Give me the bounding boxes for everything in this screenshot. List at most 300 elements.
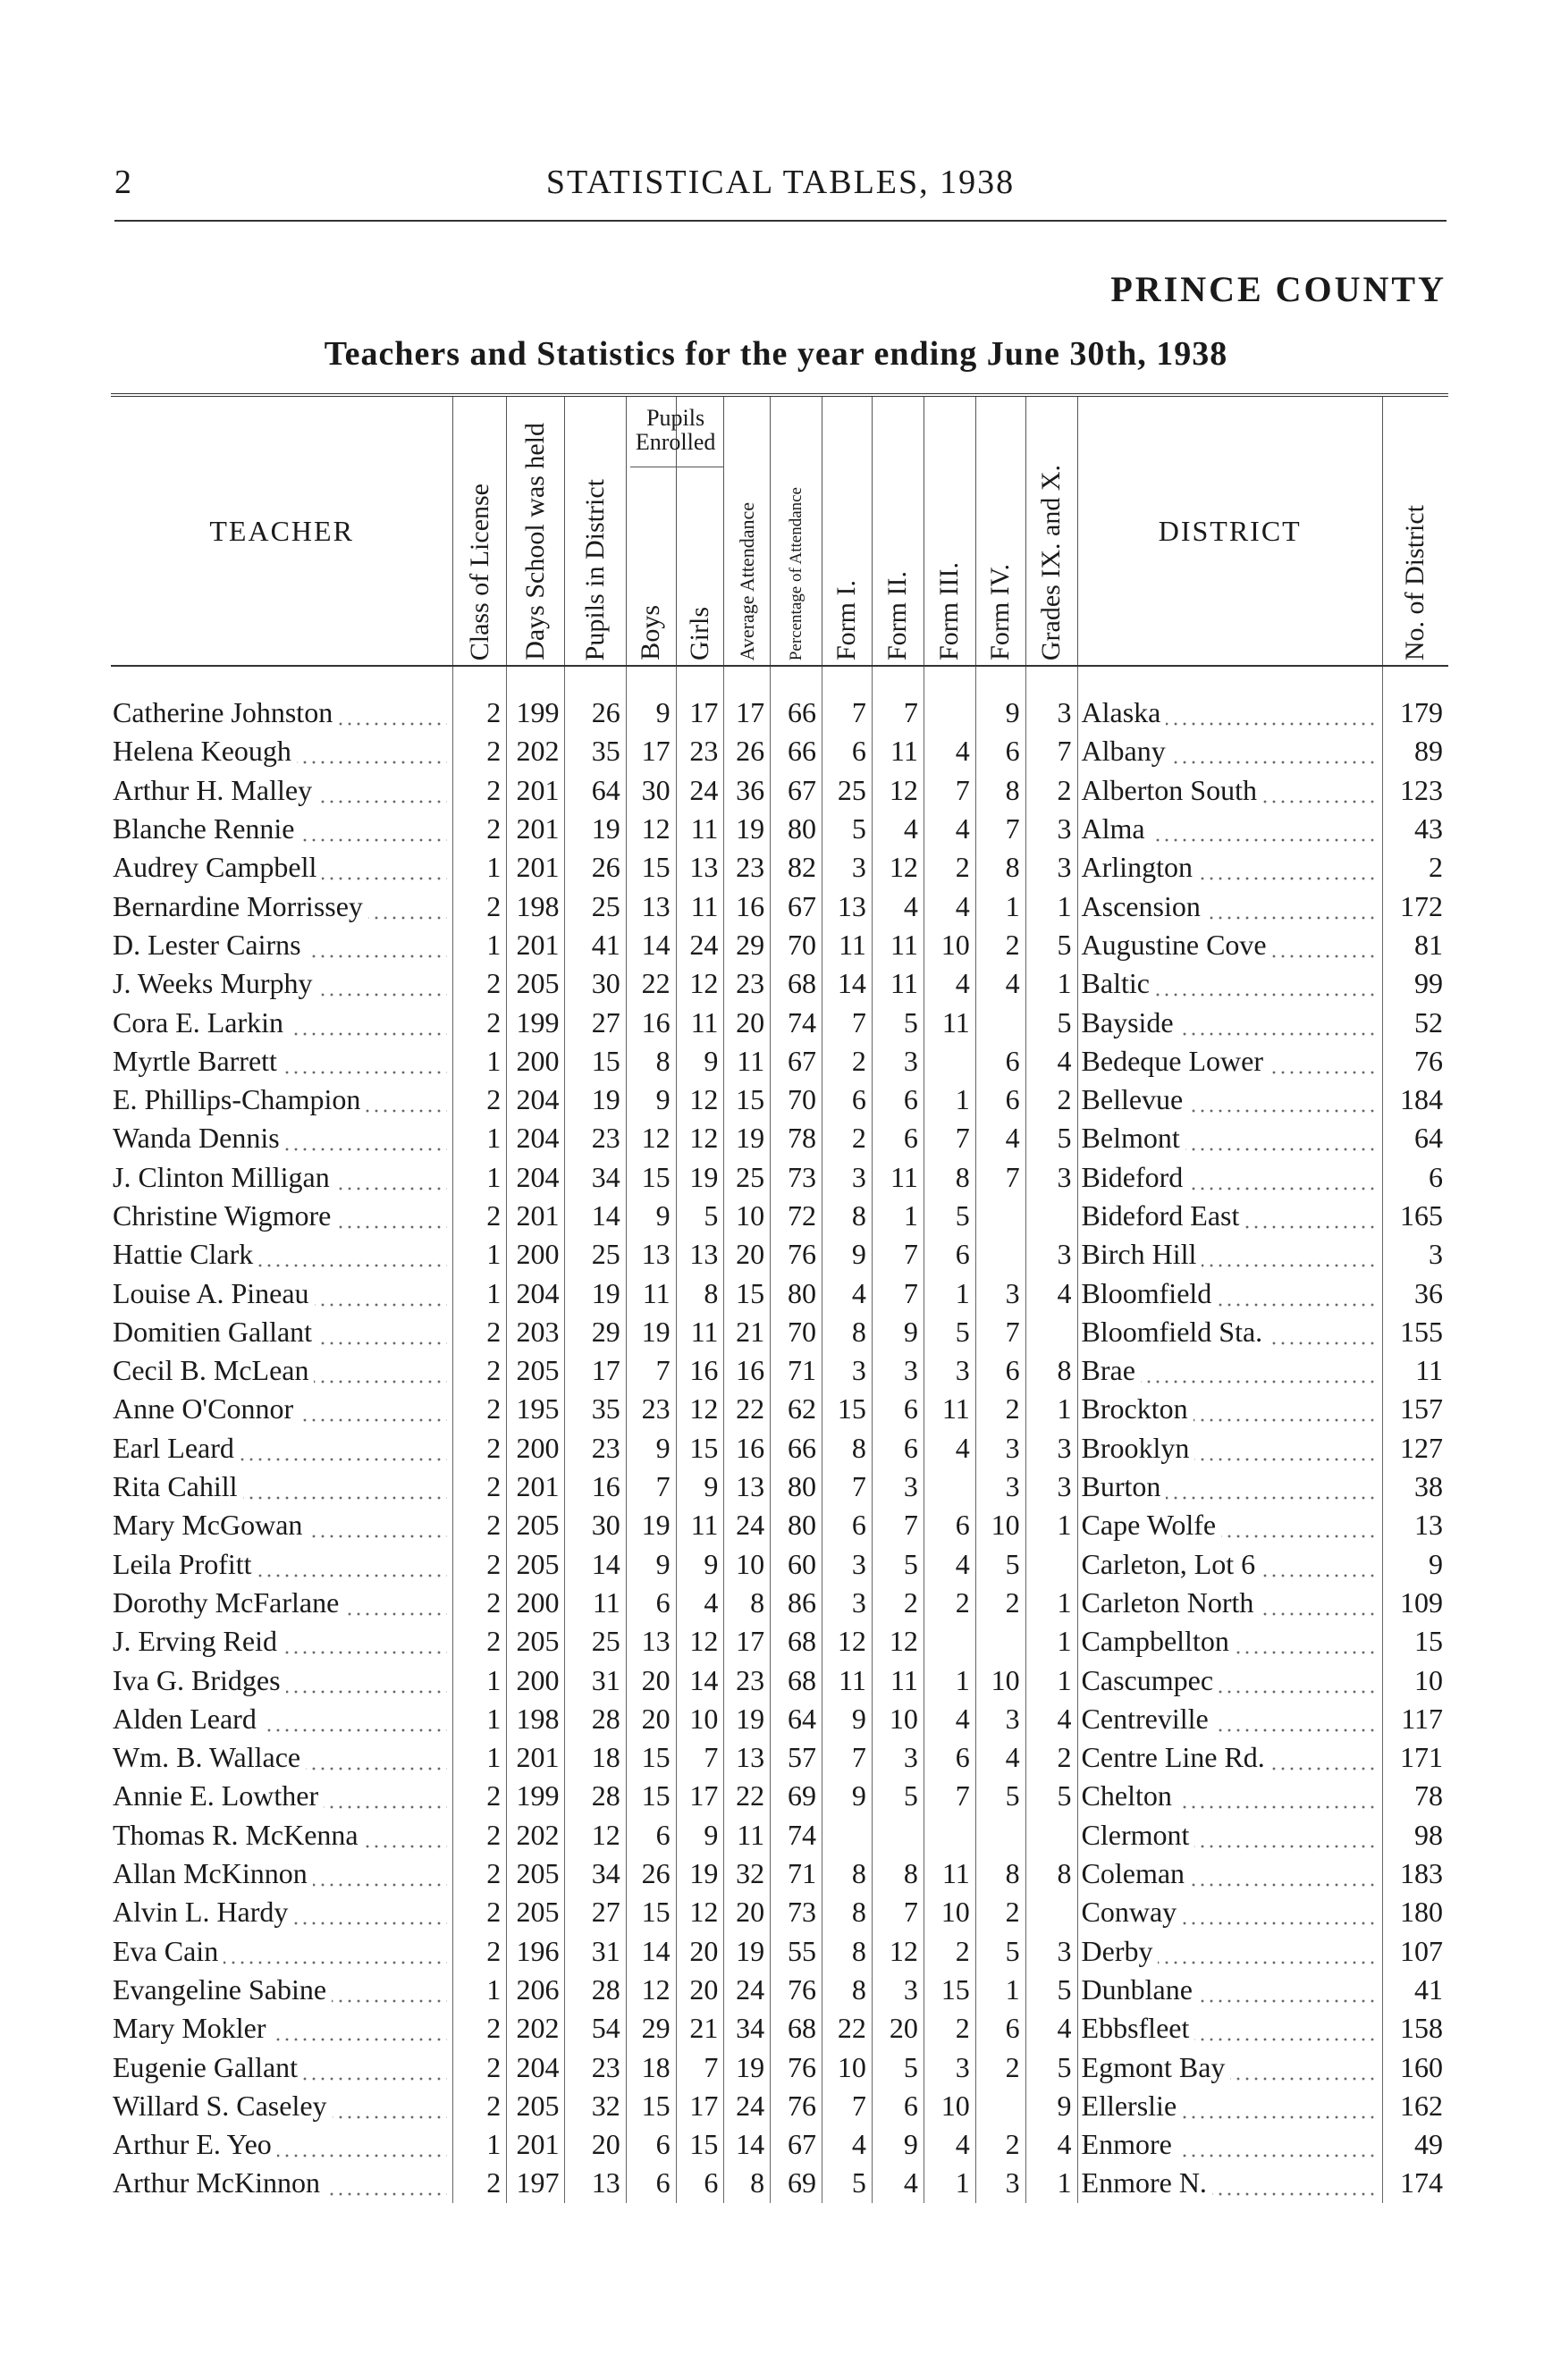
- cell-average-attendance: 19: [724, 1119, 771, 1157]
- cell-no-of-district: 15: [1382, 1622, 1448, 1661]
- cell-class-of-license: 1: [453, 1042, 507, 1081]
- district-name: Burton: [1082, 1470, 1167, 1502]
- cell-average-attendance: 26: [724, 732, 771, 770]
- cell-teacher: [111, 771, 453, 810]
- cell-district: [1077, 1661, 1382, 1699]
- district-name: Birch Hill: [1082, 1238, 1202, 1270]
- table-row: [111, 1119, 1448, 1157]
- cell-boys: 6: [626, 2164, 676, 2202]
- cell-days-school-held: 201: [507, 2125, 565, 2164]
- col-header-class-of-license-label: Class of License: [464, 483, 494, 660]
- cell-boys: 23: [626, 1390, 676, 1428]
- district-leader-dots: [1082, 1004, 1377, 1042]
- district-leader-dots: [1082, 1235, 1377, 1274]
- cell-days-school-held: 201: [507, 810, 565, 848]
- cell-boys: 26: [626, 1854, 676, 1893]
- cell-percentage-attendance: 66: [771, 732, 822, 770]
- cell-form-1: 13: [822, 887, 873, 925]
- district-name: Brooklyn: [1082, 1432, 1195, 1464]
- cell-form-1: 7: [822, 1003, 873, 1041]
- district-name: Campbellton: [1082, 1625, 1235, 1657]
- cell-teacher: [111, 1235, 453, 1274]
- cell-grades-9-10: 5: [1025, 926, 1077, 964]
- district-leader-dots: [1082, 848, 1377, 887]
- teacher-leader-dots: [113, 1351, 447, 1390]
- cell-form-2: 5: [872, 2048, 924, 2086]
- district-name: Bloomfield: [1082, 1277, 1218, 1309]
- cell-class-of-license: 2: [453, 1468, 507, 1506]
- district-leader-dots: [1082, 2087, 1377, 2125]
- district-leader-dots: [1082, 771, 1377, 810]
- cell-class-of-license: 1: [453, 1971, 507, 2009]
- cell-teacher: [111, 1816, 453, 1854]
- teacher-leader-dots: [113, 1661, 447, 1700]
- cell-average-attendance: 23: [724, 964, 771, 1003]
- col-header-days-school-held-label: Days School was held: [520, 423, 551, 660]
- cell-grades-9-10: 3: [1025, 1932, 1077, 1971]
- cell-percentage-attendance: 80: [771, 810, 822, 848]
- teacher-name: Audrey Campbell: [113, 851, 322, 883]
- cell-pupils-in-district: 54: [565, 2009, 626, 2048]
- cell-teacher: [111, 1003, 453, 1041]
- cell-form-4: 4: [975, 1738, 1025, 1777]
- cell-form-3: 4: [924, 732, 975, 770]
- teacher-name: Allan McKinnon: [113, 1857, 313, 1889]
- cell-girls: 9: [676, 1042, 724, 1081]
- cell-girls: 5: [676, 1197, 724, 1235]
- cell-form-2: 20: [872, 2009, 924, 2048]
- cell-girls: 8: [676, 1274, 724, 1312]
- cell-girls: 4: [676, 1584, 724, 1622]
- teacher-name: Cecil B. McLean: [113, 1354, 314, 1386]
- district-leader-dots: [1082, 887, 1377, 926]
- teacher-name: Louise A. Pineau: [113, 1277, 315, 1309]
- cell-teacher: [111, 1506, 453, 1544]
- cell-form-2: 12: [872, 848, 924, 887]
- cell-form-3: 6: [924, 1235, 975, 1274]
- cell-pupils-in-district: 19: [565, 810, 626, 848]
- cell-form-1: 3: [822, 1351, 873, 1390]
- col-header-days-school-held: [507, 395, 565, 666]
- cell-form-2: 9: [872, 1313, 924, 1351]
- cell-form-1: 8: [822, 1854, 873, 1893]
- cell-form-2: 3: [872, 1971, 924, 2009]
- table-row: [111, 1390, 1448, 1428]
- cell-district: [1077, 1584, 1382, 1622]
- cell-average-attendance: 19: [724, 810, 771, 848]
- cell-grades-9-10: 4: [1025, 1274, 1077, 1312]
- cell-form-4: 2: [975, 2125, 1025, 2164]
- teacher-name: Eugenie Gallant: [113, 2051, 303, 2083]
- cell-form-3: 6: [924, 1738, 975, 1777]
- teacher-name: Iva G. Bridges: [113, 1664, 286, 1696]
- cell-form-1: 2: [822, 1042, 873, 1081]
- cell-average-attendance: 17: [724, 666, 771, 732]
- cell-percentage-attendance: 64: [771, 1700, 822, 1738]
- cell-girls: 13: [676, 848, 724, 887]
- col-header-form-4-label: Form IV.: [985, 564, 1016, 660]
- district-name: Bideford: [1082, 1161, 1189, 1193]
- cell-form-2: 6: [872, 1081, 924, 1119]
- cell-pupils-in-district: 41: [565, 926, 626, 964]
- cell-average-attendance: 19: [724, 1932, 771, 1971]
- cell-teacher: [111, 1661, 453, 1699]
- cell-boys: 15: [626, 1158, 676, 1197]
- teacher-leader-dots: [113, 964, 447, 1003]
- cell-pupils-in-district: 28: [565, 1971, 626, 2009]
- cell-form-2: 7: [872, 1506, 924, 1544]
- cell-days-school-held: 195: [507, 1390, 565, 1428]
- cell-form-3: 11: [924, 1003, 975, 1041]
- cell-days-school-held: 200: [507, 1235, 565, 1274]
- cell-average-attendance: 15: [724, 1081, 771, 1119]
- cell-percentage-attendance: 74: [771, 1816, 822, 1854]
- cell-form-3: 7: [924, 1777, 975, 1815]
- cell-form-3: 5: [924, 1313, 975, 1351]
- cell-form-3: 1: [924, 1274, 975, 1312]
- cell-average-attendance: 20: [724, 1235, 771, 1274]
- cell-class-of-license: 2: [453, 666, 507, 732]
- cell-class-of-license: 2: [453, 887, 507, 925]
- cell-boys: 13: [626, 887, 676, 925]
- cell-days-school-held: 203: [507, 1313, 565, 1351]
- cell-form-2: 7: [872, 1235, 924, 1274]
- cell-class-of-license: 1: [453, 1274, 507, 1312]
- cell-girls: 19: [676, 1854, 724, 1893]
- cell-form-1: 14: [822, 964, 873, 1003]
- cell-percentage-attendance: 68: [771, 964, 822, 1003]
- table-body: [111, 666, 1448, 2203]
- cell-boys: 20: [626, 1661, 676, 1699]
- cell-form-4: 8: [975, 848, 1025, 887]
- cell-form-1: 8: [822, 1429, 873, 1468]
- cell-days-school-held: 204: [507, 2048, 565, 2086]
- cell-form-1: 12: [822, 1622, 873, 1661]
- cell-class-of-license: 2: [453, 2087, 507, 2125]
- cell-class-of-license: 2: [453, 810, 507, 848]
- cell-days-school-held: 201: [507, 1197, 565, 1235]
- teacher-leader-dots: [113, 1622, 447, 1661]
- cell-form-1: 9: [822, 1700, 873, 1738]
- col-header-average-attendance: [724, 395, 771, 666]
- cell-grades-9-10: 3: [1025, 1468, 1077, 1506]
- district-leader-dots: [1082, 1854, 1377, 1893]
- cell-form-4: 3: [975, 1700, 1025, 1738]
- cell-form-3: 1: [924, 1081, 975, 1119]
- cell-grades-9-10: [1025, 1313, 1077, 1351]
- cell-percentage-attendance: 80: [771, 1274, 822, 1312]
- cell-class-of-license: 2: [453, 1584, 507, 1622]
- district-leader-dots: [1082, 964, 1377, 1003]
- cell-pupils-in-district: 25: [565, 1622, 626, 1661]
- cell-teacher: [111, 1932, 453, 1971]
- district-name: Brae: [1082, 1354, 1141, 1386]
- cell-no-of-district: 10: [1382, 1661, 1448, 1699]
- cell-days-school-held: 197: [507, 2164, 565, 2202]
- cell-form-1: 8: [822, 1971, 873, 2009]
- teacher-name: Bernardine Morrissey: [113, 890, 368, 922]
- cell-average-attendance: 25: [724, 1158, 771, 1197]
- cell-teacher: [111, 1081, 453, 1119]
- cell-district: [1077, 887, 1382, 925]
- cell-pupils-in-district: 23: [565, 1119, 626, 1157]
- table-row: [111, 1003, 1448, 1041]
- cell-form-2: 3: [872, 1042, 924, 1081]
- cell-boys: 12: [626, 810, 676, 848]
- cell-girls: 14: [676, 1661, 724, 1699]
- district-leader-dots: [1082, 926, 1377, 964]
- cell-girls: 12: [676, 1081, 724, 1119]
- cell-form-4: [975, 1816, 1025, 1854]
- table-row: [111, 1274, 1448, 1312]
- cell-days-school-held: 201: [507, 926, 565, 964]
- col-header-pupils-enrolled: Pupils Enrolled: [635, 405, 716, 456]
- col-header-form-3-label: Form III.: [934, 562, 965, 660]
- district-leader-dots: [1082, 1622, 1377, 1661]
- district-name: Centre Line Rd.: [1082, 1741, 1270, 1773]
- cell-pupils-in-district: 16: [565, 1468, 626, 1506]
- col-header-pupils-in-district: [565, 395, 626, 666]
- cell-days-school-held: 205: [507, 1893, 565, 1931]
- district-name: Egmont Bay: [1082, 2051, 1231, 2083]
- cell-average-attendance: 19: [724, 2048, 771, 2086]
- cell-no-of-district: 13: [1382, 1506, 1448, 1544]
- cell-grades-9-10: 1: [1025, 1584, 1077, 1622]
- cell-class-of-license: 2: [453, 964, 507, 1003]
- cell-girls: 6: [676, 2164, 724, 2202]
- district-name: Alma: [1082, 812, 1151, 845]
- cell-grades-9-10: 5: [1025, 1119, 1077, 1157]
- cell-days-school-held: 204: [507, 1274, 565, 1312]
- cell-boys: 9: [626, 1081, 676, 1119]
- cell-girls: 7: [676, 2048, 724, 2086]
- cell-teacher: [111, 1700, 453, 1738]
- cell-pupils-in-district: 14: [565, 1545, 626, 1584]
- district-name: Alaska: [1082, 696, 1167, 728]
- cell-girls: 9: [676, 1816, 724, 1854]
- cell-class-of-license: 1: [453, 1738, 507, 1777]
- cell-class-of-license: 2: [453, 1932, 507, 1971]
- cell-form-3: 10: [924, 1893, 975, 1931]
- cell-form-2: 3: [872, 1351, 924, 1390]
- col-header-form-4: [975, 395, 1025, 666]
- cell-days-school-held: 199: [507, 1777, 565, 1815]
- cell-percentage-attendance: 66: [771, 1429, 822, 1468]
- cell-pupils-in-district: 17: [565, 1351, 626, 1390]
- district-name: Alberton South: [1082, 774, 1262, 806]
- cell-teacher: [111, 964, 453, 1003]
- cell-days-school-held: 198: [507, 1700, 565, 1738]
- cell-pupils-in-district: 23: [565, 1429, 626, 1468]
- cell-boys: 18: [626, 2048, 676, 2086]
- teacher-name: Christine Wigmore: [113, 1199, 336, 1232]
- cell-boys: 29: [626, 2009, 676, 2048]
- cell-average-attendance: 10: [724, 1197, 771, 1235]
- cell-district: [1077, 1235, 1382, 1274]
- county-name: PRINCE COUNTY: [1110, 269, 1447, 309]
- teacher-name: Mary Mokler: [113, 2012, 272, 2044]
- teacher-leader-dots: [113, 1119, 447, 1157]
- teacher-leader-dots: [113, 1004, 447, 1042]
- cell-form-2: 11: [872, 926, 924, 964]
- cell-district: [1077, 1700, 1382, 1738]
- cell-no-of-district: 127: [1382, 1429, 1448, 1468]
- cell-average-attendance: 23: [724, 848, 771, 887]
- cell-form-2: 12: [872, 1932, 924, 1971]
- cell-average-attendance: 11: [724, 1816, 771, 1854]
- col-header-percentage-attendance: [771, 395, 822, 666]
- cell-class-of-license: 2: [453, 1622, 507, 1661]
- cell-pupils-in-district: 27: [565, 1003, 626, 1041]
- district-leader-dots: [1082, 1584, 1377, 1622]
- district-leader-dots: [1082, 1545, 1377, 1584]
- cell-district: [1077, 732, 1382, 770]
- cell-girls: 12: [676, 964, 724, 1003]
- teacher-name: Arthur E. Yeo: [113, 2128, 277, 2160]
- cell-teacher: [111, 887, 453, 925]
- cell-class-of-license: 1: [453, 848, 507, 887]
- col-header-form-2: [872, 395, 924, 666]
- cell-form-2: 1: [872, 1197, 924, 1235]
- cell-class-of-license: 1: [453, 926, 507, 964]
- cell-form-2: 2: [872, 1584, 924, 1622]
- cell-percentage-attendance: 76: [771, 2087, 822, 2125]
- cell-boys: 6: [626, 2125, 676, 2164]
- district-leader-dots: [1082, 810, 1377, 848]
- cell-no-of-district: 171: [1382, 1738, 1448, 1777]
- cell-form-1: 11: [822, 1661, 873, 1699]
- cell-grades-9-10: 1: [1025, 887, 1077, 925]
- statistics-table-wrap: [111, 393, 1448, 2203]
- cell-no-of-district: 107: [1382, 1932, 1448, 1971]
- col-header-girls-label: Girls: [684, 607, 714, 660]
- cell-district: [1077, 1197, 1382, 1235]
- col-header-form-2-label: Form II.: [882, 571, 913, 660]
- cell-boys: 15: [626, 2087, 676, 2125]
- cell-form-1: 3: [822, 848, 873, 887]
- cell-form-1: 25: [822, 771, 873, 810]
- cell-percentage-attendance: 69: [771, 1777, 822, 1815]
- cell-form-1: 3: [822, 1158, 873, 1197]
- teacher-leader-dots: [113, 1584, 447, 1622]
- cell-form-4: 2: [975, 1893, 1025, 1931]
- cell-percentage-attendance: 82: [771, 848, 822, 887]
- cell-average-attendance: 20: [724, 1003, 771, 1041]
- teacher-name: Arthur McKinnon: [113, 2166, 325, 2199]
- cell-pupils-in-district: 30: [565, 964, 626, 1003]
- table-row: [111, 1661, 1448, 1699]
- district-name: Dunblane: [1082, 1973, 1198, 2006]
- district-leader-dots: [1082, 1390, 1377, 1428]
- cell-form-1: 3: [822, 1584, 873, 1622]
- cell-form-1: 7: [822, 666, 873, 732]
- cell-average-attendance: 24: [724, 2087, 771, 2125]
- cell-form-4: 2: [975, 1390, 1025, 1428]
- teacher-leader-dots: [113, 926, 447, 964]
- cell-percentage-attendance: 73: [771, 1893, 822, 1931]
- table-row: [111, 2048, 1448, 2086]
- cell-no-of-district: 64: [1382, 1119, 1448, 1157]
- table-row: [111, 666, 1448, 732]
- cell-days-school-held: 206: [507, 1971, 565, 2009]
- cell-boys: 15: [626, 1777, 676, 1815]
- cell-class-of-license: 2: [453, 1313, 507, 1351]
- cell-average-attendance: 22: [724, 1777, 771, 1815]
- district-leader-dots: [1082, 1506, 1377, 1544]
- page-title: STATISTICAL TABLES, 1938: [545, 164, 1016, 201]
- cell-teacher: [111, 1854, 453, 1893]
- table-row: [111, 771, 1448, 810]
- district-name: Enmore: [1082, 2128, 1177, 2160]
- cell-days-school-held: 205: [507, 1351, 565, 1390]
- teacher-leader-dots: [113, 810, 447, 848]
- cell-girls: 24: [676, 771, 724, 810]
- cell-average-attendance: 21: [724, 1313, 771, 1351]
- cell-pupils-in-district: 27: [565, 1893, 626, 1931]
- cell-girls: 12: [676, 1622, 724, 1661]
- cell-girls: 11: [676, 810, 724, 848]
- teacher-name: Domitien Gallant: [113, 1316, 317, 1348]
- col-header-class-of-license: [453, 395, 507, 666]
- cell-district: [1077, 1777, 1382, 1815]
- cell-boys: 11: [626, 1274, 676, 1312]
- cell-no-of-district: 184: [1382, 1081, 1448, 1119]
- cell-district: [1077, 771, 1382, 810]
- cell-teacher: [111, 1313, 453, 1351]
- cell-boys: 9: [626, 1197, 676, 1235]
- cell-percentage-attendance: 86: [771, 1584, 822, 1622]
- cell-form-3: 4: [924, 2125, 975, 2164]
- cell-grades-9-10: 5: [1025, 2048, 1077, 2086]
- district-leader-dots: [1082, 1777, 1377, 1815]
- cell-form-4: 3: [975, 1429, 1025, 1468]
- teacher-leader-dots: [113, 887, 447, 926]
- teacher-leader-dots: [113, 2125, 447, 2164]
- cell-form-1: 4: [822, 2125, 873, 2164]
- district-name: Conway: [1082, 1896, 1183, 1928]
- cell-girls: 11: [676, 1003, 724, 1041]
- cell-days-school-held: 204: [507, 1119, 565, 1157]
- table-row: [111, 1506, 1448, 1544]
- cell-average-attendance: 16: [724, 887, 771, 925]
- table-title: Teachers and Statistics for the year ending June 30th, 1938: [324, 335, 1228, 373]
- cell-average-attendance: 19: [724, 1700, 771, 1738]
- col-header-no-of-district: [1382, 395, 1448, 666]
- cell-form-4: 6: [975, 1351, 1025, 1390]
- cell-form-3: 2: [924, 1584, 975, 1622]
- teacher-leader-dots: [113, 771, 447, 810]
- teacher-name: Evangeline Sabine: [113, 1973, 332, 2006]
- cell-form-1: 5: [822, 810, 873, 848]
- cell-no-of-district: 43: [1382, 810, 1448, 848]
- cell-teacher: [111, 732, 453, 770]
- col-header-form-3: [924, 395, 975, 666]
- cell-girls: 17: [676, 2087, 724, 2125]
- cell-pupils-in-district: 25: [565, 1235, 626, 1274]
- teacher-leader-dots: [113, 1777, 447, 1815]
- col-header-girls: [676, 395, 724, 666]
- cell-boys: 16: [626, 1003, 676, 1041]
- cell-form-3: 2: [924, 1932, 975, 1971]
- cell-pupils-in-district: 28: [565, 1700, 626, 1738]
- teacher-leader-dots: [113, 1893, 447, 1931]
- col-header-teacher: TEACHER: [209, 514, 354, 547]
- cell-form-1: 7: [822, 1468, 873, 1506]
- cell-form-3: 3: [924, 2048, 975, 2086]
- cell-days-school-held: 198: [507, 887, 565, 925]
- cell-no-of-district: 162: [1382, 2087, 1448, 2125]
- cell-average-attendance: 24: [724, 1506, 771, 1544]
